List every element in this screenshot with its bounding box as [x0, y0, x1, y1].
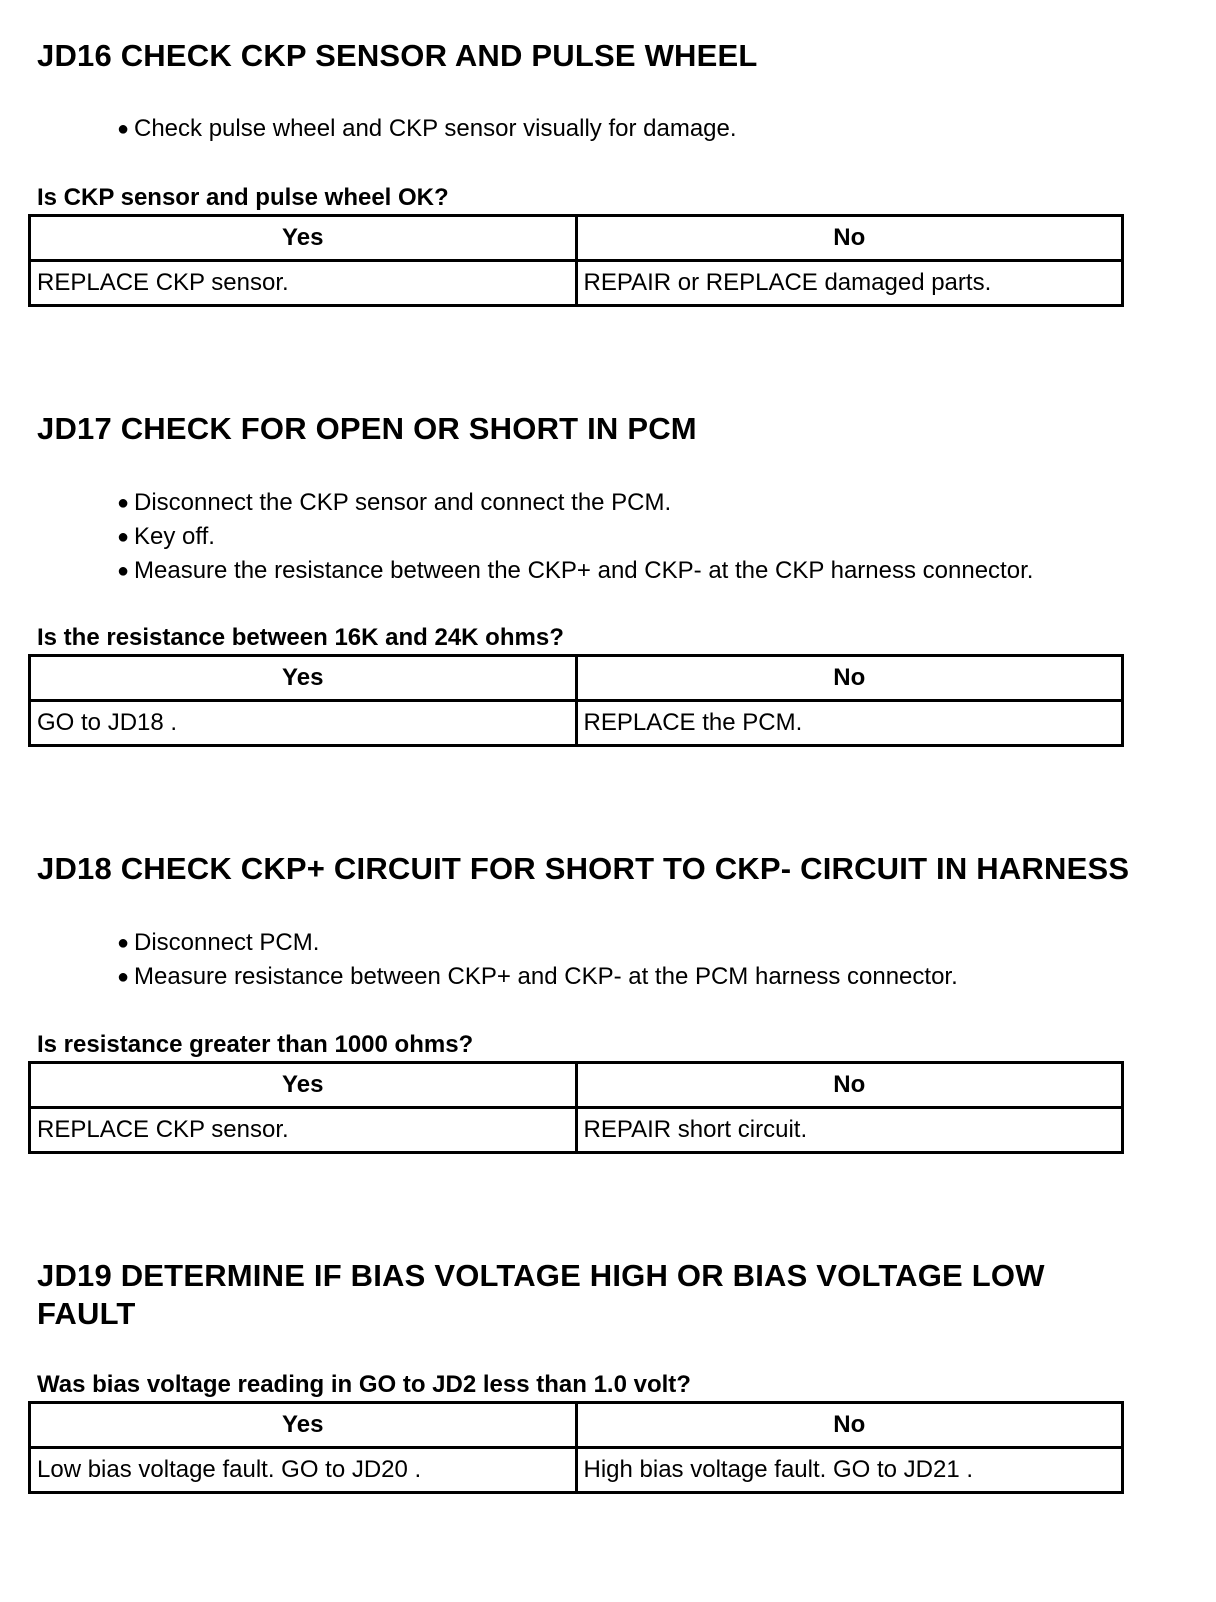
question-jd17: Is the resistance between 16K and 24K ohms? — [37, 624, 564, 651]
table-header-row — [30, 1403, 1123, 1448]
bullet-icon: ● — [117, 118, 130, 140]
no-header: No — [576, 656, 1123, 701]
step-title-jd16: JD16 CHECK CKP SENSOR AND PULSE WHEEL — [37, 38, 758, 73]
answer-table-jd19 — [28, 1401, 1124, 1494]
instruction-item: ● Check pulse wheel and CKP sensor visually for damage. — [117, 112, 737, 146]
yes-header: Yes — [30, 1403, 577, 1448]
table-row — [30, 1448, 1123, 1493]
bullet-icon: ● — [117, 560, 130, 582]
instruction-item: ● Disconnect PCM. — [117, 926, 958, 960]
yes-header: Yes — [30, 656, 577, 701]
yes-action: REPLACE CKP sensor. — [30, 261, 577, 306]
bullet-icon: ● — [117, 526, 130, 548]
table-row — [30, 701, 1123, 746]
step-instructions-jd16 — [117, 112, 737, 146]
step-instructions-jd17 — [117, 486, 1033, 588]
yes-header: Yes — [30, 216, 577, 261]
question-jd19: Was bias voltage reading in GO to JD2 less than 1.0 volt? — [37, 1371, 691, 1398]
yes-action: REPLACE CKP sensor. — [30, 1108, 577, 1153]
step-title-jd19: JD19 DETERMINE IF BIAS VOLTAGE HIGH OR BIAS VOLTAGE LOW FAULT — [37, 1258, 1045, 1331]
instruction-item: ● Key off. — [117, 520, 1033, 554]
step-title-jd18: JD18 CHECK CKP+ CIRCUIT FOR SHORT TO CKP- CIRCUIT IN HARNESS — [37, 851, 1130, 886]
no-action: High bias voltage fault. GO to JD21 . — [576, 1448, 1123, 1493]
bullet-icon: ● — [117, 966, 130, 988]
instruction-item: ● Measure resistance between CKP+ and CKP- at the PCM harness connector. — [117, 960, 958, 994]
table-header-row — [30, 656, 1123, 701]
question-jd18: Is resistance greater than 1000 ohms? — [37, 1031, 474, 1058]
table-header-row — [30, 1063, 1123, 1108]
table-header-row — [30, 216, 1123, 261]
yes-action: Low bias voltage fault. GO to JD20 . — [30, 1448, 577, 1493]
yes-header: Yes — [30, 1063, 577, 1108]
answer-table-jd16 — [28, 214, 1124, 307]
no-action: REPAIR or REPLACE damaged parts. — [576, 261, 1123, 306]
no-header: No — [576, 216, 1123, 261]
no-header: No — [576, 1063, 1123, 1108]
step-title-jd17: JD17 CHECK FOR OPEN OR SHORT IN PCM — [37, 411, 697, 446]
yes-action: GO to JD18 . — [30, 701, 577, 746]
bullet-icon: ● — [117, 932, 130, 954]
no-header: No — [576, 1403, 1123, 1448]
bullet-icon: ● — [117, 492, 130, 514]
instruction-item: ● Measure the resistance between the CKP+ and CKP- at the CKP harness connector. — [117, 554, 1033, 588]
answer-table-jd17 — [28, 654, 1124, 747]
step-instructions-jd18 — [117, 926, 958, 994]
table-row — [30, 261, 1123, 306]
table-row — [30, 1108, 1123, 1153]
question-jd16: Is CKP sensor and pulse wheel OK? — [37, 184, 449, 211]
answer-table-jd18 — [28, 1061, 1124, 1154]
no-action: REPAIR short circuit. — [576, 1108, 1123, 1153]
no-action: REPLACE the PCM. — [576, 701, 1123, 746]
instruction-item: ● Disconnect the CKP sensor and connect the PCM. — [117, 486, 1033, 520]
